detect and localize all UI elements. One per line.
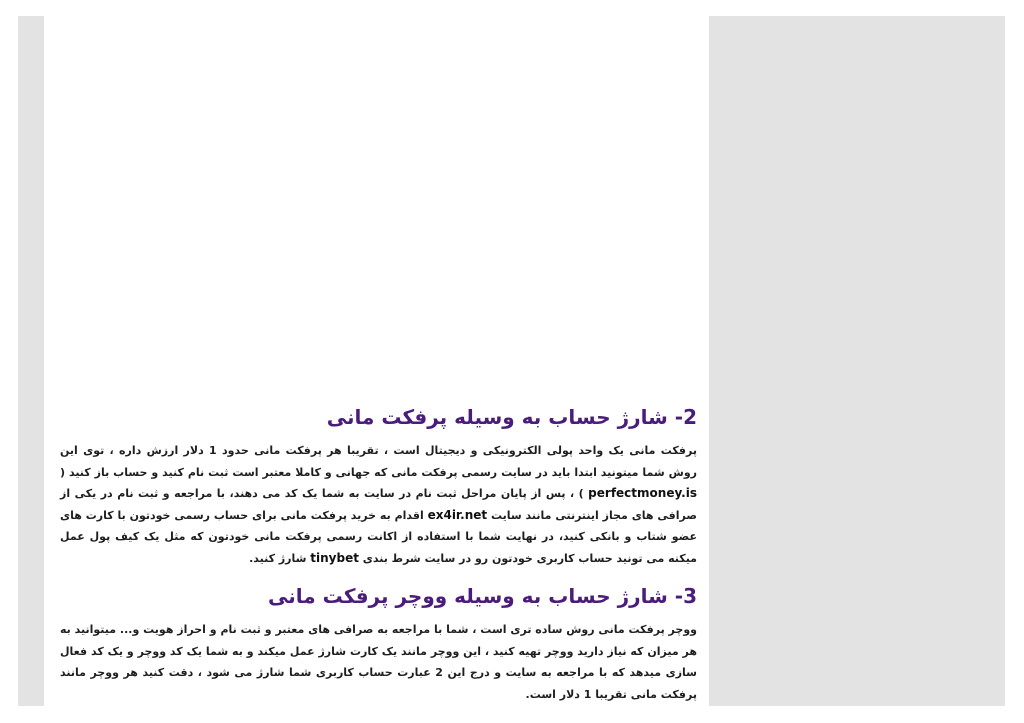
exchange-site-name: ex4ir.net bbox=[427, 507, 488, 522]
section-2-heading: 2- شارژ حساب به وسیله پرفکت مانی bbox=[326, 405, 697, 429]
betting-site-name: tinybet bbox=[310, 550, 359, 565]
section-2-text-part4: شارژ کنید. bbox=[249, 551, 311, 565]
section-2-text-part2: ) ، پس از پایان مراحل ثبت نام در سایت به شما یک کد می دهند، با مراجعه و ثبت نام در یکی از صرافی های مجاز اینترنتی مانند سایت bbox=[60, 487, 697, 522]
article-body bbox=[60, 400, 697, 705]
left-gutter bbox=[18, 16, 44, 706]
section-3-paragraph: ووچر پرفکت مانی روش ساده تری است ، شما با مراجعه به صرافی های معتبر و ثبت نام و احراز هویت و... میتوانید به هر میزان که نیاز دارید ووچر تهیه کنید ، این ووچر مانند یک کارت شارژ عمل میکند و به شما یک کد ووچر و یک کد فعال سازی میدهد که با مراجعه به سایت و درج این 2 عبارت حساب کاربری شما شارژ می شود ، دقت کنید هر ووچر مانند پرفکت مانی تقریبا 1 دلار است. bbox=[60, 623, 697, 701]
section-2-text-part1: پرفکت مانی یک واحد پولی الکترونیکی و دیجیتال است ، تقریبا هر پرفکت مانی حدود 1 دلار ارزش داره ، توی این روش شما میتونید ابتدا باید در سایت رسمی پرفکت مانی که جهانی و کاملا معتبر است ثبت نام کنید و حساب باز کنید ( bbox=[60, 444, 697, 479]
sidebar-panel bbox=[709, 16, 1005, 706]
section-3-heading: 3- شارژ حساب به وسیله ووچر پرفکت مانی bbox=[268, 584, 697, 608]
section-2-paragraph bbox=[60, 440, 697, 569]
perfectmoney-site-name: perfectmoney.is bbox=[588, 486, 697, 500]
section-2-text-part3: اقدام به خرید پرفکت مانی برای حساب رسمی خودتون با کارت های عضو شتاب و بانکی کنید، در نهایت شما با استفاده از اکانت رسمی پرفکت مانی خودتون که مثل یک کیف پول عمل میکنه می تونید حساب کاربری خودتون رو در سایت شرط بندی bbox=[60, 508, 697, 565]
